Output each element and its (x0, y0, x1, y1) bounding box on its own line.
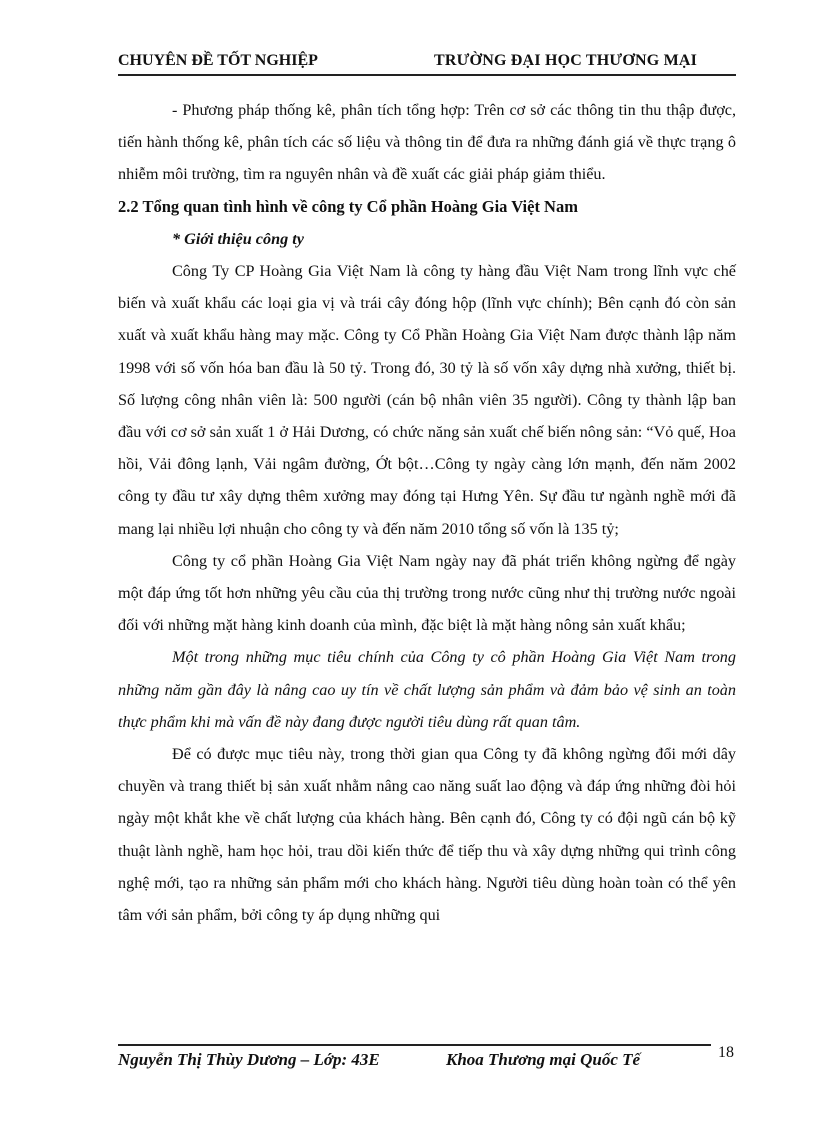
footer-author: Nguyễn Thị Thùy Dương – Lớp: 43E (118, 1050, 380, 1069)
header-document-type: CHUYÊN ĐỀ TỐT NGHIỆP (118, 52, 318, 69)
company-innovation-paragraph: Để có được mục tiêu này, trong thời gian qua Công ty đã không ngừng đổi mới dây chuyền và trang thiết bị sản xuất nhằm nâng cao năng suất lao động và đáp ứng những đòi hỏi ngày một khắt khe về chất lượng của khách hàng. Bên cạnh đó, Công ty có đội ngũ cán bộ kỹ thuật lành nghề, ham học hỏi, trau dồi kiến thức để tiếp thu và xây dựng những qui trình công nghệ mới, tạo ra những sản phẩm mới cho khách hàng. Người tiêu dùng hoàn toàn có thể yên tâm với sản phẩm, bởi công ty áp dụng những qui (118, 745, 736, 925)
section-heading: 2.2 Tổng quan tình hình về công ty Cổ phần Hoàng Gia Việt Nam (118, 196, 578, 216)
page-number: 18 (718, 1044, 734, 1061)
method-paragraph: - Phương pháp thống kê, phân tích tổng hợp: Trên cơ sở các thông tin thu thập được, tiến hành thống kê, phân tích các số liệu và thông tin để đưa ra những đánh giá về thực trạng ô nhiễm môi trường, tìm ra nguyên nhân và đề xuất các giải pháp giảm thiểu. (118, 101, 736, 184)
page-footer (118, 1050, 738, 1074)
page-content (118, 94, 736, 931)
footer-faculty: Khoa Thương mại Quốc Tế (446, 1050, 641, 1069)
company-goal-paragraph: Một trong những mục tiêu chính của Công ty cô phần Hoàng Gia Việt Nam trong những năm gần đây là nâng cao uy tín về chất lượng sản phẩm và đảm bảo vệ sinh an toàn thực phẩm khi mà vấn đề này đang được người tiêu dùng rất quan tâm. (118, 648, 736, 731)
page-header (118, 50, 736, 76)
footer-divider (118, 1044, 711, 1046)
company-overview-paragraph: Công Ty CP Hoàng Gia Việt Nam là công ty hàng đầu Việt Nam trong lĩnh vực chế biến và xuất khẩu các loại gia vị và trái cây đóng hộp (lĩnh vực chính); Bên cạnh đó còn sản xuất và xuất khẩu hàng may mặc. Công ty Cổ Phần Hoàng Gia Việt Nam được thành lập năm 1998 với số vốn hóa ban đầu là 50 tỷ. Trong đó, 30 tỷ là số vốn xây dựng nhà xưởng, thiết bị. Số lượng công nhân viên là: 500 người (cán bộ nhân viên 35 người). Công ty thành lập ban đầu với cơ sở sản xuất 1 ở Hải Dương, có chức năng sản xuất chế biến nông sản: “Vỏ quế, Hoa hồi, Vải đông lạnh, Vải ngâm đường, Ớt bột…Công ty ngày càng lớn mạnh, đến năm 2002 công ty đầu tư xây dựng thêm xưởng may đóng tại Hưng Yên. Sự đầu tư ngành nghề mới đã mang lại nhiều lợi nhuận cho công ty và đến năm 2010 tổng số vốn là 135 tỷ; (118, 262, 736, 538)
company-development-paragraph: Công ty cổ phần Hoàng Gia Việt Nam ngày nay đã phát triển không ngừng để ngày một đáp ứng tốt hơn những yêu cầu của thị trường trong nước cũng như thị trường nước ngoài đối với những mặt hàng kinh doanh của mình, đặc biệt là mặt hàng nông sản xuất khẩu; (118, 551, 736, 635)
header-university: TRƯỜNG ĐẠI HỌC THƯƠNG MẠI (434, 52, 698, 69)
company-intro-subheading: * Giới thiệu công ty (172, 229, 304, 248)
